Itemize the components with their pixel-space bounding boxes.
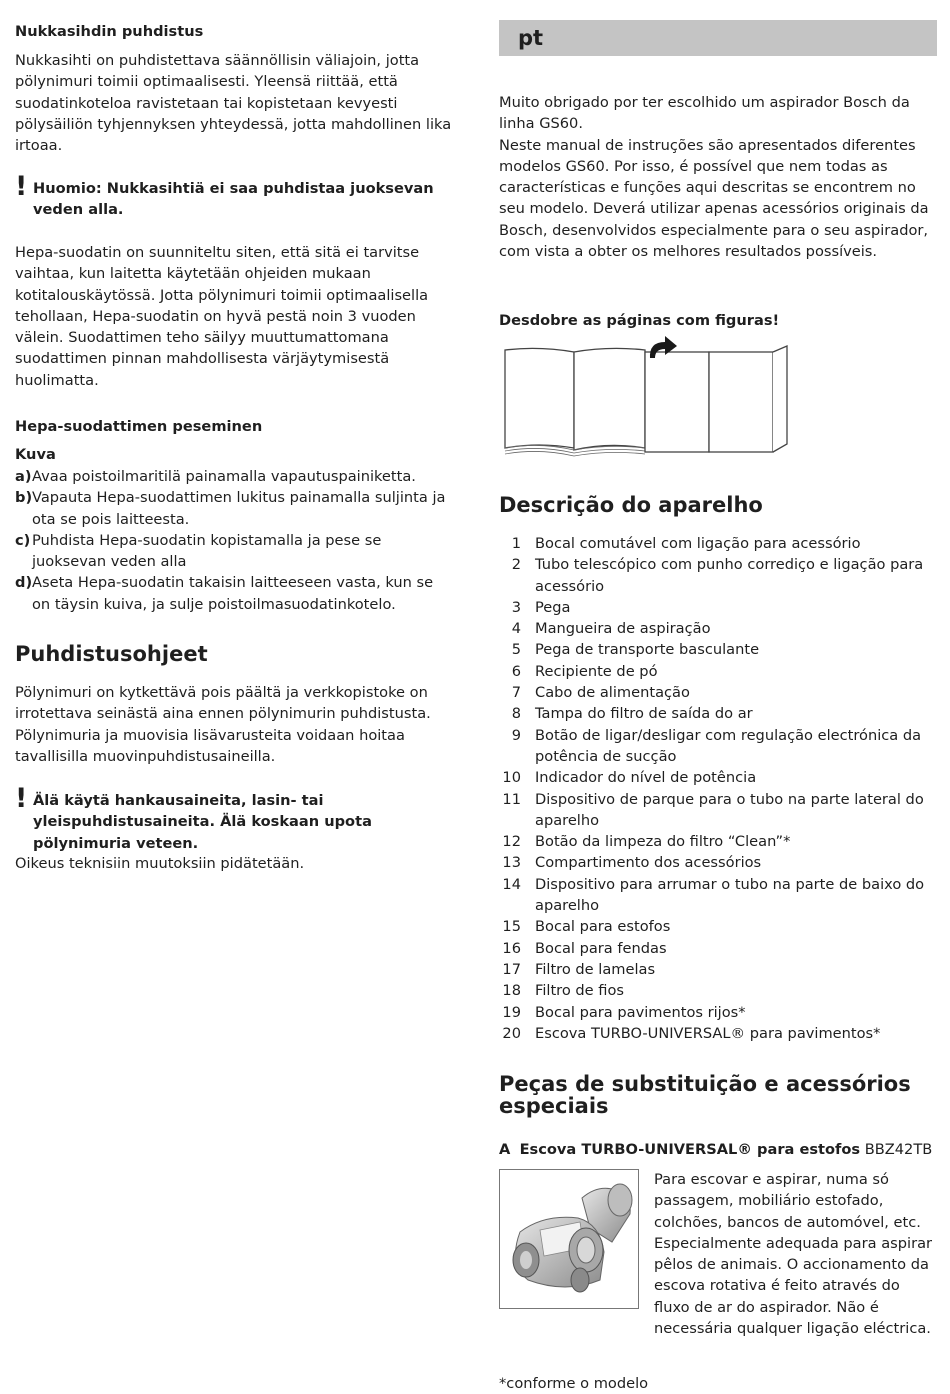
hepa-steps-list (15, 466, 455, 615)
list-item: 4 Mangueira de aspiração (511, 620, 711, 638)
list-item: d) Aseta Hepa-suodatin takaisin laitteeseen vasta, kun se on täysin kuiva, ja sulje poistoilmasuodatinkotelo. (15, 574, 434, 613)
list-item: b) Vapauta Hepa-suodattimen lukitus painamalla suljinta ja ota se pois laitteesta. (15, 489, 446, 528)
warning-text: Huomio: Nukkasihtiä ei saa puhdistaa juoksevan veden alla. (33, 180, 434, 219)
list-item: 15 Bocal para estofos (502, 918, 671, 936)
accessory-name: Escova TURBO-UNIVERSAL® para estofos (519, 1141, 861, 1158)
heading-nukkasihti: Nukkasihdin puhdistus (15, 23, 204, 40)
heading-puhdistusohjeet: Puhdistusohjeet (15, 642, 208, 666)
warning-nukkasihti (15, 171, 455, 221)
warning-icon: ! (15, 171, 28, 202)
list-item: 1 Bocal comutável com ligação para acessório (511, 535, 861, 552)
warning-puhdistus (15, 783, 455, 854)
language-bar (499, 20, 937, 56)
list-item: 3 Pega (511, 598, 571, 616)
heading-pecas: Peças de substituição e acessórios especiais (499, 1072, 911, 1118)
list-item: 18 Filtro de fios (502, 982, 625, 1000)
accessory-heading (499, 1139, 937, 1160)
warning-text: Älä käytä hankausaineita, lasin- tai yleispuhdistusaineita. Älä koskaan upota pölynimuria veteen. (33, 792, 372, 852)
list-item: 13 Compartimento dos acessórios (502, 854, 762, 872)
list-item: 14 Dispositivo para arrumar o tubo na parte de baixo do aparelho (502, 875, 925, 915)
list-item: 20 Escova TURBO-UNIVERSAL® para pavimentos* (502, 1024, 881, 1042)
paragraph-hepa: Hepa-suodatin on suunniteltu siten, että sitä ei tarvitse vaihtaa, kun laitetta käytetään ohjeiden mukaan kotitalouskäytössä. Jotta pölynimuri toimii optimaalisella tehollaan, Hepa-suodatin on hyvä pestä noin 3 vuoden välein. Suodattimen teho säilyy muuttumattomana suodattimen pinnan mahdollisesta värjäytymisestä huolimatta. (15, 244, 429, 389)
list-item: 12 Botão da limpeza do filtro “Clean”* (502, 833, 791, 851)
list-item: 19 Bocal para pavimentos rijos* (502, 1003, 746, 1021)
list-item: a) Avaa poistoilmaritilä painamalla vapautuspainiketta. (15, 468, 416, 485)
heading-desdobre: Desdobre as páginas com figuras! (499, 312, 780, 329)
paragraph-nukkasihti: Nukkasihti on puhdistettava säännöllisin väliajoin, jotta pölynimuri toimii optimaalisesti. Yleensä riittää, että suodatinkoteloa ravistetaan tai kopistetaan kevyesti pölysäiliön tyhjennyksen yhteydessä, jotta mahdollinen lika irtoaa. (15, 52, 452, 155)
list-item: 11 Dispositivo de parque para o tubo na parte lateral do aparelho (502, 790, 924, 829)
fold-pages-icon (499, 336, 799, 460)
list-item: 16 Bocal para fendas (502, 939, 667, 957)
turbo-brush-icon (500, 1170, 638, 1308)
list-item: 5 Pega de transporte basculante (511, 641, 760, 659)
accessory-letter: A (499, 1141, 511, 1158)
list-item: 9 Botão de ligar/desligar com regulação electrónica da potência de sucção (511, 726, 922, 765)
paragraph-intro: Muito obrigado por ter escolhido um aspirador Bosch da linha GS60. Neste manual de instruções são apresentados diferentes modelos GS60. Por isso, é possível que nem todas as características e funções aqui descritas se encontrem no seu modelo. Deverá utilizar apenas acessórios originais da Bosch, desenvolvidos especialmente para o seu aspirador, com vista a obter os melhores resultados possíveis. (499, 94, 929, 261)
list-item: 2 Tubo telescópico com punho corrediço e ligação para acessório (511, 556, 924, 595)
list-item: 17 Filtro de lamelas (502, 960, 656, 978)
paragraph-oikeus: Oikeus teknisiin muutoksiin pidätetään. (15, 855, 305, 872)
accessory-image (499, 1169, 639, 1309)
parts-list (499, 533, 937, 1044)
list-item: 7 Cabo de alimentação (511, 684, 690, 702)
footnote: *conforme o modelo (499, 1375, 649, 1392)
list-item: c) Puhdista Hepa-suodatin kopistamalla ja pese se juoksevan veden alla (15, 531, 382, 571)
warning-icon: ! (15, 783, 28, 814)
heading-kuva: Kuva (15, 446, 56, 463)
heading-descricao: Descrição do aparelho (499, 493, 763, 517)
list-item: 8 Tampa do filtro de saída do ar (511, 705, 753, 723)
paragraph-puhdistus: Pölynimuri on kytkettävä pois päältä ja verkkopistoke on irrotettava seinästä aina ennen pölynimurin puhdistusta. Pölynimuria ja muovisia lisävarusteita voidaan hoitaa tavallisilla muovinpuhdistusaineilla. (15, 684, 431, 765)
accessory-code: BBZ42TB (864, 1141, 933, 1158)
paragraph-accessory: Para escovar e aspirar, numa só passagem, mobiliário estofado, colchões, bancos de automóvel, etc. Especialmente adequada para aspirar pêlos de animais. O accionamento da escova rotativa é feito através do fluxo de ar do aspirador. Não é necessária qualquer ligação eléctrica. (654, 1171, 933, 1338)
heading-hepa-wash: Hepa-suodattimen peseminen (15, 418, 263, 435)
list-item: 10 Indicador do nível de potência (502, 769, 757, 787)
language-code: pt (518, 26, 544, 50)
list-item: 6 Recipiente de pó (511, 662, 658, 680)
fold-pages-illustration (499, 336, 799, 460)
